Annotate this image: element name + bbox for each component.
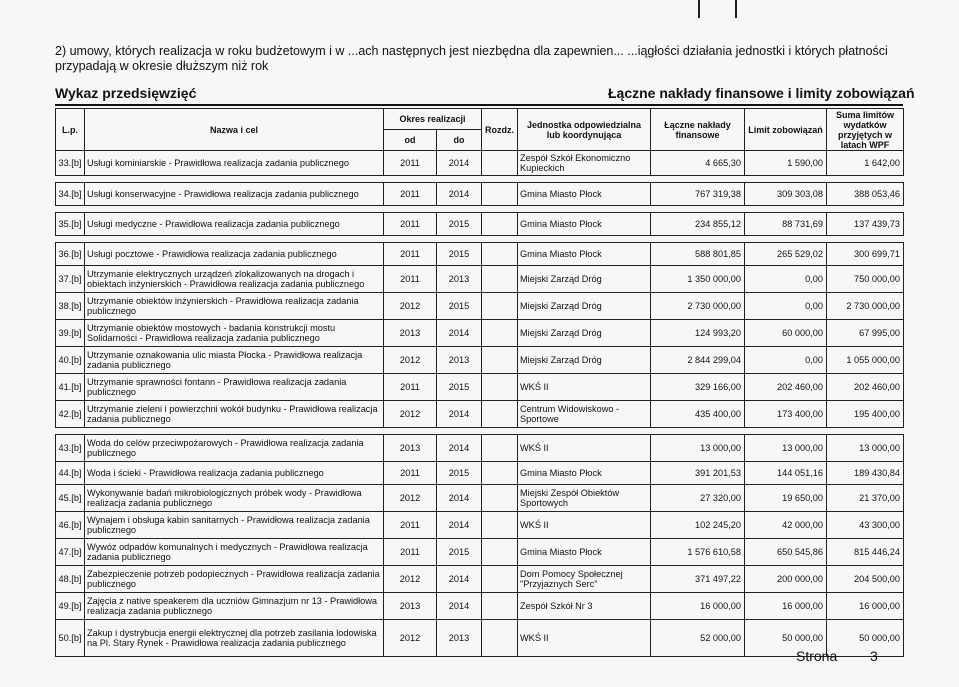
row-jednostka: WKŚ II (518, 512, 651, 539)
row-do: 2013 (437, 347, 482, 374)
row-rozdz (482, 293, 518, 320)
row-rozdz (482, 462, 518, 485)
row-od: 2011 (384, 512, 437, 539)
row-naklady: 1 576 610,58 (651, 539, 745, 566)
row-jednostka: Gmina Miasto Płock (518, 183, 651, 206)
row-suma: 815 446,24 (827, 539, 904, 566)
row-lp: 45.[b] (56, 485, 85, 512)
table-row (56, 485, 904, 512)
row-lp: 40.[b] (56, 347, 85, 374)
row-nazwa: Utrzymanie zieleni i powierzchni wokół budynku - Prawidłowa realizacja zadania publicznego (85, 401, 384, 428)
table-row (56, 512, 904, 539)
row-rozdz (482, 435, 518, 462)
row-limit: 13 000,00 (745, 435, 827, 462)
row-jednostka: Gmina Miasto Płock (518, 213, 651, 236)
table-body (56, 151, 904, 657)
row-lp: 49.[b] (56, 593, 85, 620)
row-nazwa: Usługi medyczne - Prawidłowa realizacja zadania publicznego (85, 213, 384, 236)
row-limit: 1 590,00 (745, 151, 827, 176)
row-jednostka: Centrum Widowiskowo - Sportowe (518, 401, 651, 428)
row-naklady: 588 801,85 (651, 243, 745, 266)
row-nazwa: Wywóz odpadów komunalnych i medycznych - Prawidłowa realizacja zadania publicznego (85, 539, 384, 566)
row-gap (56, 176, 904, 183)
table-row (56, 243, 904, 266)
row-nazwa: Utrzymanie sprawności fontann - Prawidłowa realizacja zadania publicznego (85, 374, 384, 401)
row-naklady: 4 665,30 (651, 151, 745, 176)
row-jednostka: Dom Pomocy Społecznej "Przyjaznych Serc" (518, 566, 651, 593)
row-suma: 137 439,73 (827, 213, 904, 236)
row-lp: 38.[b] (56, 293, 85, 320)
row-nazwa: Wynajem i obsługa kabin sanitarnych - Prawidłowa realizacja zadania publicznego (85, 512, 384, 539)
row-limit: 650 545,86 (745, 539, 827, 566)
header-rozdz: Rozdz. (482, 109, 518, 151)
row-nazwa: Utrzymanie oznakowania ulic miasta Płocka - Prawidłowa realizacja zadania publicznego (85, 347, 384, 374)
table-row (56, 435, 904, 462)
row-do: 2014 (437, 566, 482, 593)
row-od: 2011 (384, 183, 437, 206)
header-row-1 (56, 109, 904, 130)
row-naklady: 27 320,00 (651, 485, 745, 512)
row-do: 2014 (437, 435, 482, 462)
row-od: 2011 (384, 462, 437, 485)
table-row (56, 293, 904, 320)
row-limit: 202 460,00 (745, 374, 827, 401)
header-nazwa: Nazwa i cel (85, 109, 384, 151)
table-row (56, 566, 904, 593)
row-naklady: 329 166,00 (651, 374, 745, 401)
row-od: 2012 (384, 293, 437, 320)
row-rozdz (482, 266, 518, 293)
row-naklady: 435 400,00 (651, 401, 745, 428)
row-naklady: 2 844 299,04 (651, 347, 745, 374)
row-rozdz (482, 243, 518, 266)
row-naklady: 371 497,22 (651, 566, 745, 593)
row-limit: 60 000,00 (745, 320, 827, 347)
row-rozdz (482, 593, 518, 620)
row-lp: 35.[b] (56, 213, 85, 236)
row-jednostka: WKŚ II (518, 620, 651, 657)
row-do: 2015 (437, 374, 482, 401)
row-limit: 144 051,16 (745, 462, 827, 485)
row-do: 2015 (437, 293, 482, 320)
row-od: 2012 (384, 347, 437, 374)
row-suma: 67 995,00 (827, 320, 904, 347)
row-limit: 0,00 (745, 266, 827, 293)
row-limit: 0,00 (745, 347, 827, 374)
row-naklady: 16 000,00 (651, 593, 745, 620)
row-gap (56, 236, 904, 243)
table-row (56, 401, 904, 428)
row-suma: 43 300,00 (827, 512, 904, 539)
row-do: 2013 (437, 620, 482, 657)
row-lp: 33.[b] (56, 151, 85, 176)
header-do: do (437, 130, 482, 151)
projects-table (55, 108, 904, 657)
table-row (56, 266, 904, 293)
row-od: 2012 (384, 485, 437, 512)
row-rozdz (482, 401, 518, 428)
table-row (56, 462, 904, 485)
row-naklady: 102 245,20 (651, 512, 745, 539)
row-naklady: 52 000,00 (651, 620, 745, 657)
row-od: 2013 (384, 593, 437, 620)
row-naklady: 1 350 000,00 (651, 266, 745, 293)
row-od: 2012 (384, 566, 437, 593)
row-do: 2014 (437, 593, 482, 620)
row-lp: 34.[b] (56, 183, 85, 206)
scan-edge-left (698, 0, 700, 18)
row-lp: 44.[b] (56, 462, 85, 485)
footer-page-number: 3 (870, 648, 878, 664)
row-gap (56, 206, 904, 213)
row-od: 2011 (384, 539, 437, 566)
row-od: 2012 (384, 401, 437, 428)
header-suma: Suma limitów wydatków przyjętych w latach WPF (827, 109, 904, 151)
row-do: 2014 (437, 401, 482, 428)
row-suma: 21 370,00 (827, 485, 904, 512)
row-nazwa: Usługi pocztowe - Prawidłowa realizacja zadania publicznego (85, 243, 384, 266)
row-do: 2013 (437, 266, 482, 293)
row-do: 2014 (437, 320, 482, 347)
row-gap-cell (56, 236, 904, 243)
row-rozdz (482, 539, 518, 566)
table-row (56, 347, 904, 374)
row-nazwa: Woda i ścieki - Prawidłowa realizacja zadania publicznego (85, 462, 384, 485)
row-jednostka: Miejski Zarząd Dróg (518, 266, 651, 293)
row-od: 2011 (384, 243, 437, 266)
row-suma: 1 642,00 (827, 151, 904, 176)
wykaz-title: Wykaz przedsięwzięć (55, 85, 197, 101)
table-row (56, 183, 904, 206)
header-lp: L.p. (56, 109, 85, 151)
table-row (56, 320, 904, 347)
row-limit: 265 529,02 (745, 243, 827, 266)
row-do: 2014 (437, 485, 482, 512)
row-lp: 50.[b] (56, 620, 85, 657)
row-jednostka: Gmina Miasto Płock (518, 462, 651, 485)
row-gap-cell (56, 176, 904, 183)
row-nazwa: Zabezpieczenie potrzeb podopiecznych - Prawidłowa realizacja zadania publicznego (85, 566, 384, 593)
row-do: 2015 (437, 213, 482, 236)
row-do: 2015 (437, 243, 482, 266)
row-jednostka: Miejski Zespół Obiektów Sportowych (518, 485, 651, 512)
table-row (56, 151, 904, 176)
row-lp: 39.[b] (56, 320, 85, 347)
row-lp: 46.[b] (56, 512, 85, 539)
row-rozdz (482, 151, 518, 176)
row-gap-cell (56, 428, 904, 435)
row-limit: 16 000,00 (745, 593, 827, 620)
row-naklady: 391 201,53 (651, 462, 745, 485)
row-jednostka: Zespół Szkół Nr 3 (518, 593, 651, 620)
row-jednostka: Gmina Miasto Płock (518, 539, 651, 566)
row-limit: 19 650,00 (745, 485, 827, 512)
row-od: 2011 (384, 266, 437, 293)
intro-text: 2) umowy, których realizacja w roku budżetowym i w ...ach następnych jest niezbędna dla zapewnien... ...iągłości działania jednostki i których płatności przypadają w okresie dłuższym niż rok (55, 44, 888, 73)
row-rozdz (482, 320, 518, 347)
row-nazwa: Utrzymanie obiektów mostowych - badania konstrukcji mostu Solidarności - Prawidłowa realizacja zadania publicznego (85, 320, 384, 347)
row-do: 2015 (437, 539, 482, 566)
row-suma: 2 730 000,00 (827, 293, 904, 320)
header-okres: Okres realizacji (384, 109, 482, 130)
footer-page-label: Strona (796, 648, 838, 664)
row-rozdz (482, 374, 518, 401)
row-naklady: 124 993,20 (651, 320, 745, 347)
row-do: 2014 (437, 183, 482, 206)
row-od: 2011 (384, 151, 437, 176)
table-row (56, 374, 904, 401)
row-suma: 204 500,00 (827, 566, 904, 593)
header-naklady: Łączne nakłady finansowe (651, 109, 745, 151)
row-jednostka: WKŚ II (518, 435, 651, 462)
row-suma: 13 000,00 (827, 435, 904, 462)
row-suma: 300 699,71 (827, 243, 904, 266)
row-od: 2012 (384, 620, 437, 657)
row-od: 2013 (384, 435, 437, 462)
row-limit: 42 000,00 (745, 512, 827, 539)
row-lp: 48.[b] (56, 566, 85, 593)
row-lp: 41.[b] (56, 374, 85, 401)
row-jednostka: Gmina Miasto Płock (518, 243, 651, 266)
row-naklady: 767 319,38 (651, 183, 745, 206)
row-naklady: 234 855,12 (651, 213, 745, 236)
row-limit: 200 000,00 (745, 566, 827, 593)
row-rozdz (482, 620, 518, 657)
row-jednostka: Miejski Zarząd Dróg (518, 293, 651, 320)
row-nazwa: Zajęcia z native speakerem dla uczniów Gimnazjum nr 13 - Prawidłowa realizacja zadania publicznego (85, 593, 384, 620)
table-row (56, 539, 904, 566)
row-od: 2011 (384, 374, 437, 401)
row-nazwa: Usługi konserwacyjne - Prawidłowa realizacja zadania publicznego (85, 183, 384, 206)
row-suma: 50 000,00 (827, 620, 904, 657)
row-nazwa: Utrzymanie obiektów inżynierskich - Prawidłowa realizacja zadania publicznego (85, 293, 384, 320)
row-do: 2015 (437, 462, 482, 485)
row-suma: 388 053,46 (827, 183, 904, 206)
row-nazwa: Zakup i dystrybucja energii elektrycznej dla potrzeb zasilania lodowiska na Pl. Stary Rynek - Prawidłowa realizacja zadania publicznego (85, 620, 384, 657)
row-jednostka: Miejski Zarząd Dróg (518, 320, 651, 347)
row-lp: 36.[b] (56, 243, 85, 266)
row-naklady: 13 000,00 (651, 435, 745, 462)
row-naklady: 2 730 000,00 (651, 293, 745, 320)
row-rozdz (482, 566, 518, 593)
header-od: od (384, 130, 437, 151)
row-rozdz (482, 347, 518, 374)
row-suma: 202 460,00 (827, 374, 904, 401)
row-rozdz (482, 485, 518, 512)
row-limit: 50 000,00 (745, 620, 827, 657)
header-limit: Limit zobowiązań (745, 109, 827, 151)
row-jednostka: Miejski Zarząd Dróg (518, 347, 651, 374)
row-od: 2011 (384, 213, 437, 236)
row-lp: 43.[b] (56, 435, 85, 462)
table-row (56, 620, 904, 657)
laczne-title: Łączne nakłady finansowe i limity zobowiązań (608, 85, 915, 101)
row-lp: 37.[b] (56, 266, 85, 293)
row-limit: 173 400,00 (745, 401, 827, 428)
row-rozdz (482, 512, 518, 539)
row-lp: 47.[b] (56, 539, 85, 566)
row-suma: 1 055 000,00 (827, 347, 904, 374)
row-suma: 16 000,00 (827, 593, 904, 620)
row-limit: 0,00 (745, 293, 827, 320)
row-suma: 189 430,84 (827, 462, 904, 485)
row-nazwa: Woda do celów przeciwpożarowych - Prawidłowa realizacja zadania publicznego (85, 435, 384, 462)
row-jednostka: WKŚ II (518, 374, 651, 401)
row-suma: 750 000,00 (827, 266, 904, 293)
row-lp: 42.[b] (56, 401, 85, 428)
row-suma: 195 400,00 (827, 401, 904, 428)
row-rozdz (482, 213, 518, 236)
row-od: 2013 (384, 320, 437, 347)
row-do: 2014 (437, 512, 482, 539)
table-row (56, 593, 904, 620)
title-rule (55, 104, 903, 106)
row-nazwa: Wykonywanie badań mikrobiologicznych próbek wody - Prawidłowa realizacja zadania publicznego (85, 485, 384, 512)
row-gap-cell (56, 206, 904, 213)
row-limit: 309 303,08 (745, 183, 827, 206)
row-jednostka: Zespół Szkół Ekonomiczno Kupieckich (518, 151, 651, 176)
row-limit: 88 731,69 (745, 213, 827, 236)
row-gap (56, 428, 904, 435)
header-jednostka: Jednostka odpowiedzialna lub koordynująca (518, 109, 651, 151)
row-nazwa: Utrzymanie elektrycznych urządzeń zlokalizowanych na drogach i obiektach inżynierskich - Prawidłowa realizacja zadania publicznego (85, 266, 384, 293)
row-rozdz (482, 183, 518, 206)
row-do: 2014 (437, 151, 482, 176)
row-nazwa: Usługi kominiarskie - Prawidłowa realizacja zadania publicznego (85, 151, 384, 176)
table-row (56, 213, 904, 236)
scan-edge-right (735, 0, 737, 18)
